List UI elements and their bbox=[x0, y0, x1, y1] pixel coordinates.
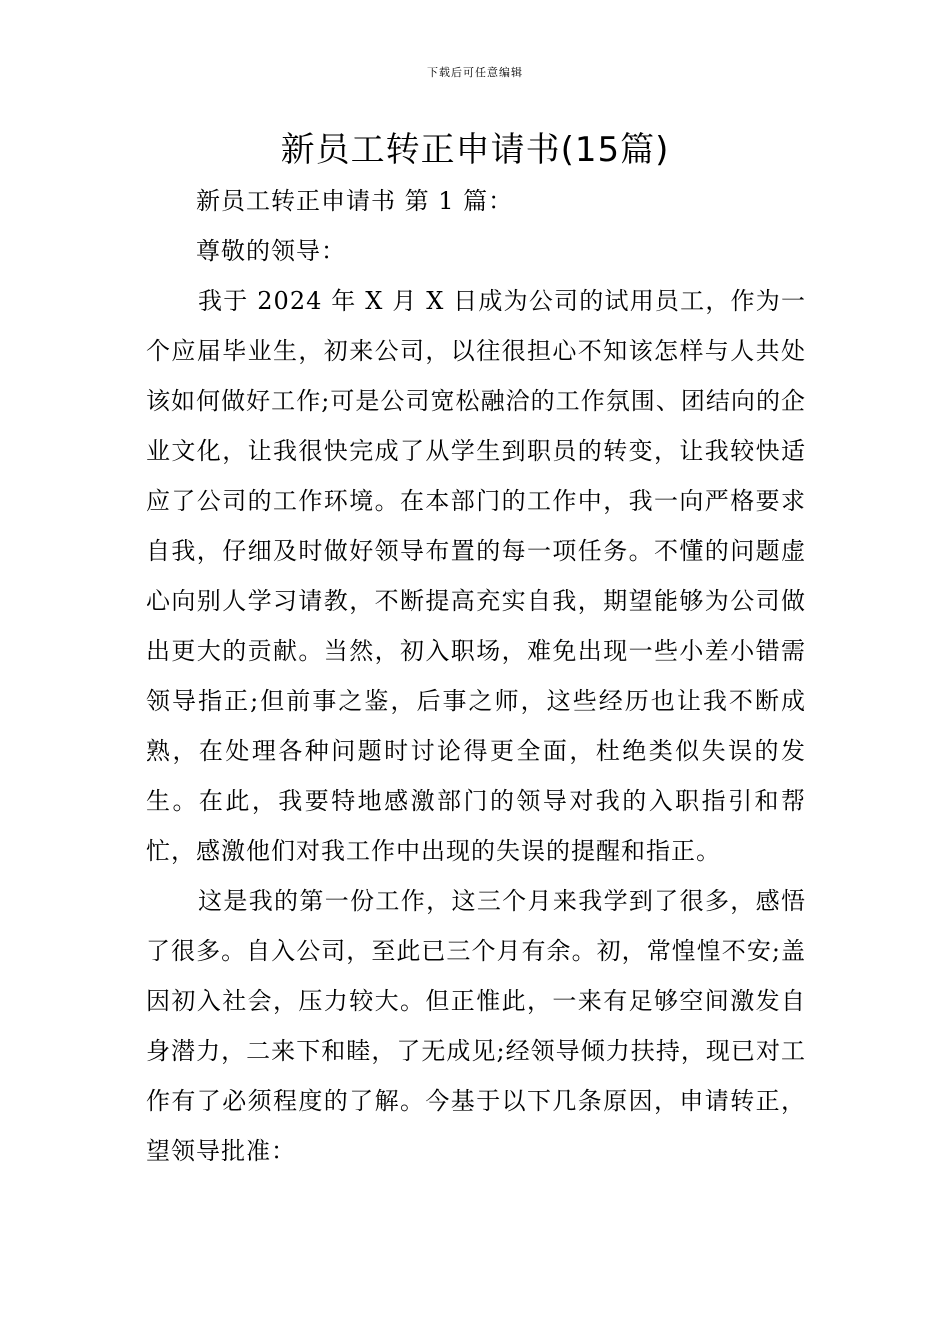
body-paragraph: 我于 2024 年 X 月 X 日成为公司的试用员工，作为一个应届毕业生，初来公司，以往很担心不知该怎样与人共处该如何做好工作;可是公司宽松融洽的工作氛围、团结向的企业文化，让我很快完成了从学生到职员的转变，让我较快适应了公司的工作环境。在本部门的工作中，我一向严格要求自我，仔细及时做好领导布置的每一项任务。不懂的问题虚心向别人学习请教，不断提高充实自我，期望能够为公司做出更大的贡献。当然，初入职场，难免出现一些小差小错需领导指正;但前事之鉴，后事之师，这些经历也让我不断成熟，在处理各种问题时讨论得更全面，杜绝类似失误的发生。在此，我要特地感激部门的领导对我的入职指引和帮忙，感激他们对我工作中出现的失误的提醒和指正。 bbox=[146, 287, 806, 865]
salutation: 尊敬的领导： bbox=[196, 237, 346, 265]
header-note: 下载后可任意编辑 bbox=[427, 66, 523, 79]
section-heading: 新员工转正申请书 第 1 篇： bbox=[196, 187, 514, 215]
body-paragraph: 这是我的第一份工作，这三个月来我学到了很多，感悟了很多。自入公司，至此已三个月有余。初，常惶惶不安;盖因初入社会，压力较大。但正惟此，一来有足够空间激发自身潜力，二来下和睦，了无成见;经领导倾力扶持，现已对工作有了必须程度的了解。今基于以下几条原因，申请转正，望领导批准： bbox=[146, 887, 806, 1165]
document-title: 新员工转正申请书(15篇) bbox=[280, 130, 670, 170]
document-body bbox=[146, 176, 806, 1176]
